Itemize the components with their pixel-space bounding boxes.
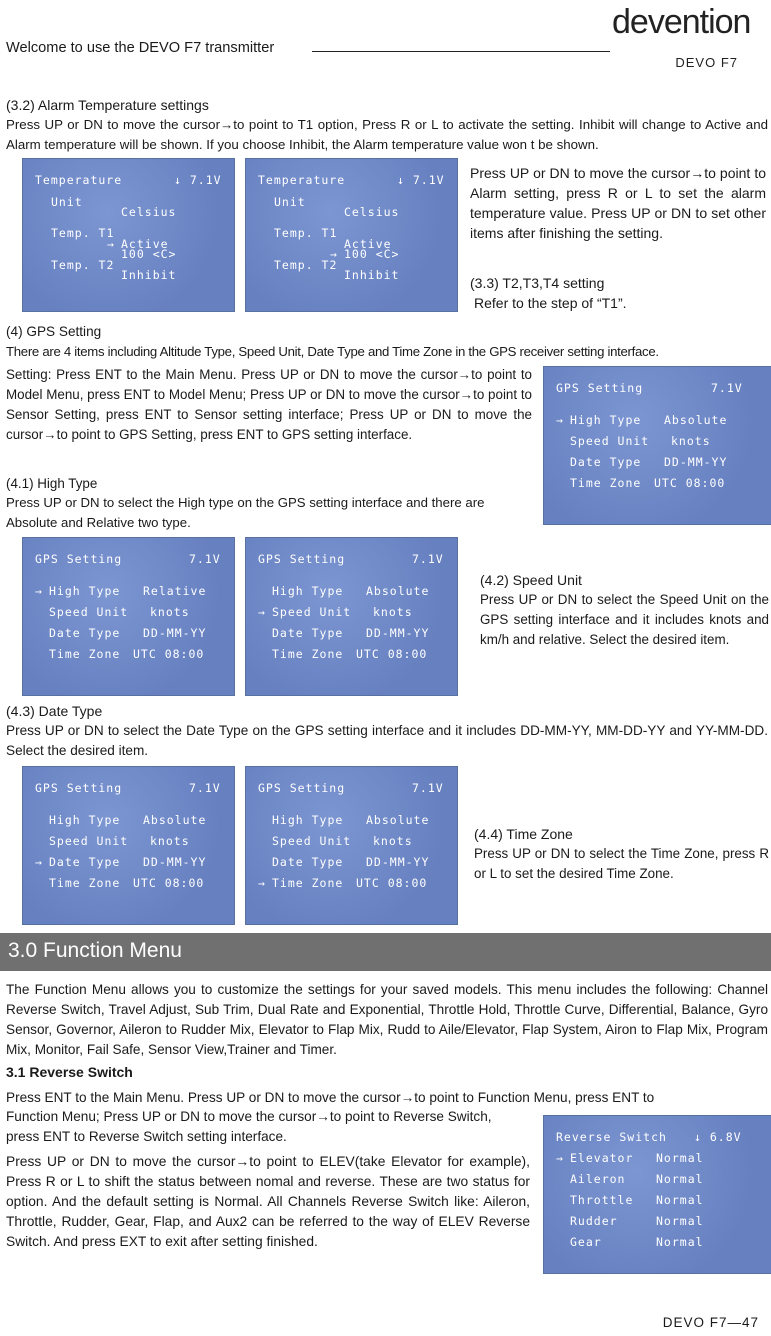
lcd-channel-name: Rudder xyxy=(570,1214,618,1228)
lcd-date-value: DD-MM-YY xyxy=(664,455,728,469)
lcd-zone-value: UTC 08:00 xyxy=(356,876,428,890)
lcd-high-label: High Type xyxy=(49,813,121,827)
lcd-zone-value: UTC 08:00 xyxy=(654,476,726,490)
lcd-t2-label: Temp. T2 xyxy=(274,258,338,272)
logo-model: DEVO F7 xyxy=(675,55,738,70)
lcd-date-value: DD-MM-YY xyxy=(366,855,430,869)
lcd-date-label: Date Type xyxy=(49,626,121,640)
alarm-right-text: Press UP or DN to move the cursor→to point to Alarm setting, press R or L to set the alarm temperature value. Press UP or DN to set other items after finishing the setting. xyxy=(470,165,766,241)
time-zone-text: Press UP or DN to select the Time Zone, press R or L to set the desired Time Zone. xyxy=(474,846,769,881)
gps-setting-text: Setting: Press ENT to the Main Menu. Press UP or DN to move the cursor→to point to Model Menu, press ENT to Model Menu; Press UP or DN to move the cursor→to point to Sensor Setting, press ENT to Sensor setting interface; Press UP or DN to move the cursor→to point to GPS Setting, press ENT to GPS setting interface. xyxy=(6,367,532,442)
lcd-channel-name: Aileron xyxy=(570,1172,626,1186)
lcd-speed-value: knots xyxy=(150,834,190,848)
lcd-channel-value: Normal xyxy=(656,1151,704,1165)
alarm-intro: Press UP or DN to move the cursor→to point to T1 option, Press R or L to activate the setting. Inhibit will change to Active and Alarm temperature will be shown. If you choose Inhibit, the Alarm temperature value won t be shown. xyxy=(6,117,768,152)
lcd-temperature-2 xyxy=(245,158,458,312)
speed-unit-text: Press UP or DN to select the Speed Unit on the GPS setting interface and it includes knots and km/h and relative. Select the desired item. xyxy=(480,592,769,647)
lcd-gps-high-relative xyxy=(22,537,235,696)
reverse-switch-line2: Function Menu; Press UP or DN to move the cursor→to point to Reverse Switch, press ENT to Reverse Switch setting interface. xyxy=(6,1109,492,1144)
lcd-voltage: 7.1V xyxy=(189,781,221,795)
lcd-speed-label: Speed Unit xyxy=(272,605,352,619)
lcd-zone-label: Time Zone xyxy=(272,876,344,890)
page-footer: DEVO F7—47 xyxy=(662,1315,759,1330)
lcd-high-value: Absolute xyxy=(143,813,207,827)
lcd-title: GPS Setting xyxy=(35,552,123,566)
lcd-channel-name: Gear xyxy=(570,1235,602,1249)
lcd-t2-value: Inhibit xyxy=(121,268,177,282)
lcd-title: Temperature xyxy=(258,173,346,187)
lcd-zone-label: Time Zone xyxy=(570,476,642,490)
lcd-zone-label: Time Zone xyxy=(272,647,344,661)
lcd-channel-value: Normal xyxy=(656,1214,704,1228)
lcd-voltage: 7.1V xyxy=(189,552,221,566)
lcd-cursor-arrow: → xyxy=(258,605,266,619)
date-type-heading: (4.3) Date Type xyxy=(6,703,103,719)
lcd-speed-label: Speed Unit xyxy=(570,434,650,448)
high-type-heading: (4.1) High Type xyxy=(6,476,98,491)
lcd-temperature-1 xyxy=(22,158,235,312)
lcd-channel-name: Throttle xyxy=(570,1193,634,1207)
lcd-zone-value: UTC 08:00 xyxy=(133,647,205,661)
lcd-unit-value: Celsius xyxy=(121,205,177,219)
lcd-voltage: ↓ 7.1V xyxy=(397,173,445,187)
lcd-high-value: Absolute xyxy=(366,584,430,598)
lcd-voltage: 7.1V xyxy=(711,381,743,395)
lcd-reverse-switch xyxy=(543,1115,771,1274)
logo-wordmark: devention xyxy=(612,3,751,41)
lcd-t1-label: Temp. T1 xyxy=(274,226,338,240)
speed-unit-heading: (4.2) Speed Unit xyxy=(480,572,582,588)
lcd-speed-label: Speed Unit xyxy=(49,834,129,848)
lcd-t2-value: Inhibit xyxy=(344,268,400,282)
lcd-cursor-arrow: → xyxy=(556,413,564,427)
t2-t4-heading: (3.3) T2,T3,T4 setting xyxy=(470,275,605,291)
lcd-cursor-arrow: → xyxy=(35,855,43,869)
header-welcome: Welcome to use the DEVO F7 transmitter xyxy=(6,40,275,56)
lcd-title: GPS Setting xyxy=(35,781,123,795)
lcd-t1-value: Active xyxy=(344,237,392,251)
alarm-heading: (3.2) Alarm Temperature settings xyxy=(6,97,209,113)
gps-intro: There are 4 items including Altitude Type, Speed Unit, Date Type and Time Zone in the GPS receiver setting interface. xyxy=(6,344,659,359)
lcd-date-label: Date Type xyxy=(570,455,642,469)
lcd-title: Reverse Switch xyxy=(556,1130,667,1144)
lcd-date-label: Date Type xyxy=(49,855,121,869)
lcd-cursor-arrow: → xyxy=(258,876,266,890)
lcd-t2-label: Temp. T2 xyxy=(51,258,115,272)
lcd-title: GPS Setting xyxy=(258,781,346,795)
time-zone-heading: (4.4) Time Zone xyxy=(474,826,573,842)
reverse-switch-text: Press UP or DN to move the cursor→to point to ELEV(take Elevator for example), Press R or L to shift the status between nomal and reverse. These are two status for option. And the default setting is Normal. All Channels Reverse Switch like: Aileron, Throttle, Rudder, Gear, Flap, and Aux2 can be referred to the way of ELEV Reverse Switch. And press EXT to exit after setting finished. xyxy=(6,1154,530,1249)
lcd-unit-label: Unit xyxy=(274,195,306,209)
lcd-zone-value: UTC 08:00 xyxy=(133,876,205,890)
lcd-zone-value: UTC 08:00 xyxy=(356,647,428,661)
gps-heading: (4) GPS Setting xyxy=(6,324,102,339)
lcd-t1-value: Active xyxy=(121,237,169,251)
lcd-speed-value: knots xyxy=(373,834,413,848)
lcd-t1-temp: 100 <C> xyxy=(121,247,177,261)
header-rule xyxy=(312,51,610,52)
lcd-cursor-arrow: → xyxy=(556,1151,564,1165)
function-intro: The Function Menu allows you to customize the settings for your saved models. This menu includes the following: Channel Reverse Switch, Travel Adjust, Sub Trim, Dual Rate and Exponential, Throttle Hold, Throttle Curve, Differential, Balance, Gyro Sensor, Governor, Aileron to Rudder Mix, Elevator to Flap Mix, Rudd to Aile/Elevator, Flap System, Airon to Flap Mix, Program Mix, Monitor, Fail Safe, Sensor View,Trainer and Timer. xyxy=(6,982,768,1057)
lcd-gps-speed-unit xyxy=(245,537,458,696)
lcd-gps-time-zone xyxy=(245,766,458,925)
lcd-date-value: DD-MM-YY xyxy=(143,626,207,640)
lcd-high-value: Relative xyxy=(143,584,207,598)
lcd-gps-date-type xyxy=(22,766,235,925)
lcd-title: Temperature xyxy=(35,173,123,187)
high-type-text: Press UP or DN to select the High type on the GPS setting interface and there are Absolute and Relative two type. xyxy=(6,495,485,530)
lcd-high-value: Absolute xyxy=(366,813,430,827)
lcd-date-label: Date Type xyxy=(272,626,344,640)
date-type-text: Press UP or DN to select the Date Type on the GPS setting interface and it includes DD-MM-YY, MM-DD-YY and YY-MM-DD. Select the desired item. xyxy=(6,723,768,758)
lcd-high-label: High Type xyxy=(272,813,344,827)
lcd-high-value: Absolute xyxy=(664,413,728,427)
lcd-date-value: DD-MM-YY xyxy=(366,626,430,640)
lcd-speed-label: Speed Unit xyxy=(49,605,129,619)
lcd-channel-value: Normal xyxy=(656,1172,704,1186)
lcd-speed-value: knots xyxy=(671,434,711,448)
lcd-cursor-arrow: → xyxy=(35,584,43,598)
lcd-channel-value: Normal xyxy=(656,1193,704,1207)
reverse-switch-line1: Press ENT to the Main Menu. Press UP or DN to move the cursor→to point to Function Menu, press ENT to xyxy=(6,1090,655,1105)
lcd-title: GPS Setting xyxy=(556,381,644,395)
lcd-zone-label: Time Zone xyxy=(49,647,121,661)
lcd-high-label: High Type xyxy=(49,584,121,598)
reverse-switch-heading: 3.1 Reverse Switch xyxy=(6,1064,133,1080)
lcd-high-label: High Type xyxy=(570,413,642,427)
section-title: 3.0 Function Menu xyxy=(8,939,182,962)
lcd-channel-value: Normal xyxy=(656,1235,704,1249)
lcd-date-label: Date Type xyxy=(272,855,344,869)
lcd-unit-label: Unit xyxy=(51,195,83,209)
lcd-date-value: DD-MM-YY xyxy=(143,855,207,869)
lcd-t1-temp: 100 <C> xyxy=(344,247,400,261)
lcd-t1-label: Temp. T1 xyxy=(51,226,115,240)
lcd-unit-value: Celsius xyxy=(344,205,400,219)
lcd-high-label: High Type xyxy=(272,584,344,598)
lcd-channel-name: Elevator xyxy=(570,1151,634,1165)
lcd-speed-value: knots xyxy=(373,605,413,619)
lcd-gps-overview xyxy=(543,366,771,525)
lcd-voltage: 7.1V xyxy=(412,552,444,566)
lcd-speed-value: knots xyxy=(150,605,190,619)
lcd-voltage: 7.1V xyxy=(412,781,444,795)
t2-t4-text: Refer to the step of “T1”. xyxy=(474,295,627,311)
lcd-voltage: ↓ 6.8V xyxy=(694,1130,742,1144)
lcd-voltage: ↓ 7.1V xyxy=(174,173,222,187)
devention-logo xyxy=(612,2,770,70)
lcd-zone-label: Time Zone xyxy=(49,876,121,890)
lcd-speed-label: Speed Unit xyxy=(272,834,352,848)
lcd-cursor-arrow: → xyxy=(330,247,338,261)
lcd-title: GPS Setting xyxy=(258,552,346,566)
lcd-cursor-arrow: → xyxy=(107,237,115,251)
